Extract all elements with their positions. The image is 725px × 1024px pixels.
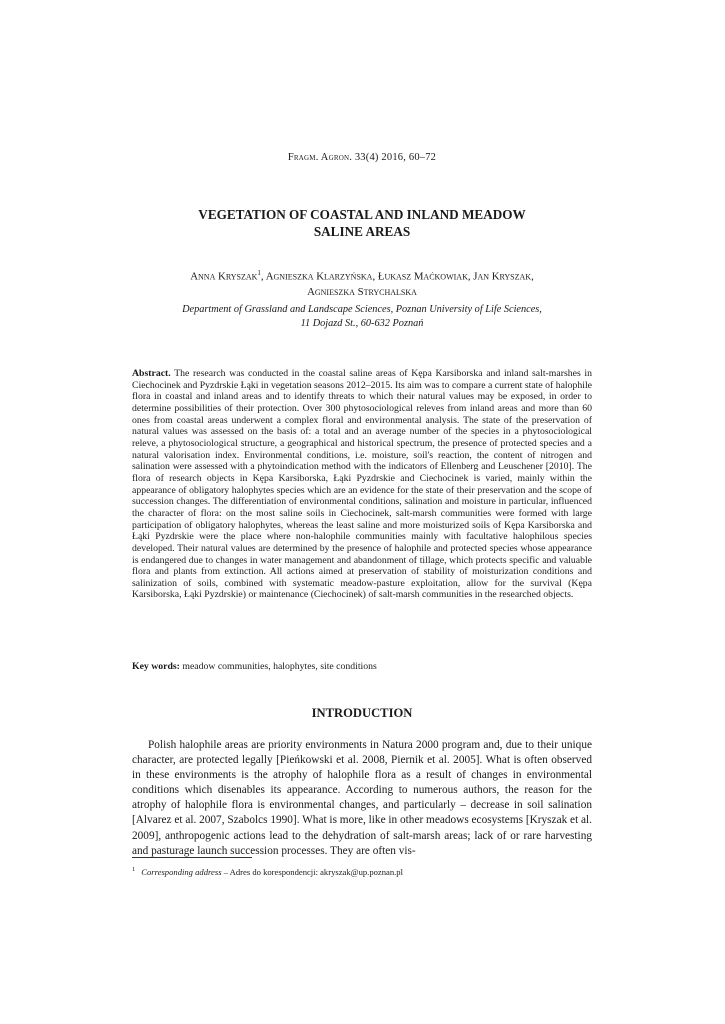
footnote-mark: 1 (132, 866, 136, 873)
authors-line-2: Agnieszka Strychalska (307, 286, 417, 299)
first-author: Anna Kryszak (190, 270, 258, 283)
title-line-2: SALINE AREAS (313, 224, 411, 239)
title-line-1: VEGETATION OF COASTAL AND INLAND MEADOW (198, 207, 526, 222)
author-list (132, 266, 592, 301)
keywords-text: meadow communities, halophytes, site conditions (179, 661, 377, 672)
affiliation-line-2: 11 Dojazd St., 60-632 Poznań (300, 317, 424, 329)
footnote-text: – Adres do korespondencji: akryszak@up.poznan.pl (221, 866, 403, 877)
footnote (132, 864, 592, 878)
coauthors: , Agnieszka Klarzyńska, Łukasz Maćkowiak, Jan Kryszak, (260, 270, 534, 283)
keywords (132, 661, 592, 673)
keywords-label: Key words: (132, 661, 180, 672)
affiliation-line-1: Department of Grassland and Landscape Sciences, Poznan University of Life Sciences, (182, 304, 542, 315)
affiliation-marker: 1 (257, 269, 261, 277)
abstract-text: The research was conducted in the coastal saline areas of Kępa Karsiborska and inland salt-marshes in Ciechocinek and Pyzdrskie Łąki in vegetation seasons 2012–2015. Its aim was to compare a current state of halophile flora in coastal and inland areas and to identify threats to which their natural values may be exposed, in order to determine possibilities of their protection. Over 300 phytosociological releves from inland areas and more than 60 ones from coastal areas underwent a complex floral and environmental analysis. The state of the preservation of natural values was assessed on the basis of: a total and an average number of the species in a phytosociological releve, a phytosociological structure, a geographical and historical spectrum, the presence of protected species and a natural valorisation index. Environmental conditions, i.e. moisture, soil's reaction, the content of nitrogen and salination were assessed with a phytoindication method with the indicators of Ellenberg and Leuschener [2010]. The flora of research objects in Kępa Karsiborska, Łąki Pyzdrskie and Ciechocinek is varied, mainly within the appearance of obligatory halophytes species which are an evidence for the state of their preservation and the scope of succession changes. The differentiation of environmental conditions, salination and moisture in particular, influenced the character of flora: on the most saline soils in Ciechocinek, salt-marsh communities were formed with large participation of obligatory halophytes, whereas the least saline and more moisturized soils of Kępa Karsiborska and Łąki Pyzdrskie were the place where non-halophile communities mainly with facultative halophilous species developed. Their natural values are determined by the presence of halophile and protected species whose appearance is endangered due to changes in water management and abandonment of tillage, which protects specific and valuable flora and plants from extinction. All actions aimed at preservation of stability of moisturization conditions and salinization of soils, combined with systematic meadow-pasture exploitation, allow for the survival (Kępa Karsiborska, Łąki Pyzdrskie) or maintenance (Ciechocinek) of salt-marsh communities in the researched objects. (132, 368, 592, 601)
introduction-paragraph: Polish halophile areas are priority environments in Natura 2000 program and, due to their unique character, are protected legally [Pieńkowski et al. 2008, Piernik et al. 2005]. What is often observed in these environments is the atrophy of halophile flora as a result of changes in environmental conditions which disenables its appearance. According to numerous authors, the reason for the atrophy of halophile flora is environmental changes, and particularly – decrease in soil salination [Alvarez et al. 2007, Szabolcs 1990]. What is more, like in other meadows ecosystems [Kryszak et al. 2009], anthropogenic actions lead to the dehydration of salt-marsh areas; lack of or rare harvesting and pasturage launch succession processes. They are often vis- (132, 739, 593, 857)
abstract-label: Abstract. (132, 368, 171, 379)
authors-line-1 (132, 266, 592, 285)
abstract (132, 368, 592, 601)
paper-title (132, 206, 592, 240)
journal-reference: Fragm. Agron. 33(4) 2016, 60–72 (287, 152, 437, 163)
affiliation (132, 303, 592, 330)
footnote-label: Corresponding address (141, 866, 222, 877)
introduction-heading: INTRODUCTION (311, 706, 413, 720)
footnote-divider (132, 857, 252, 858)
